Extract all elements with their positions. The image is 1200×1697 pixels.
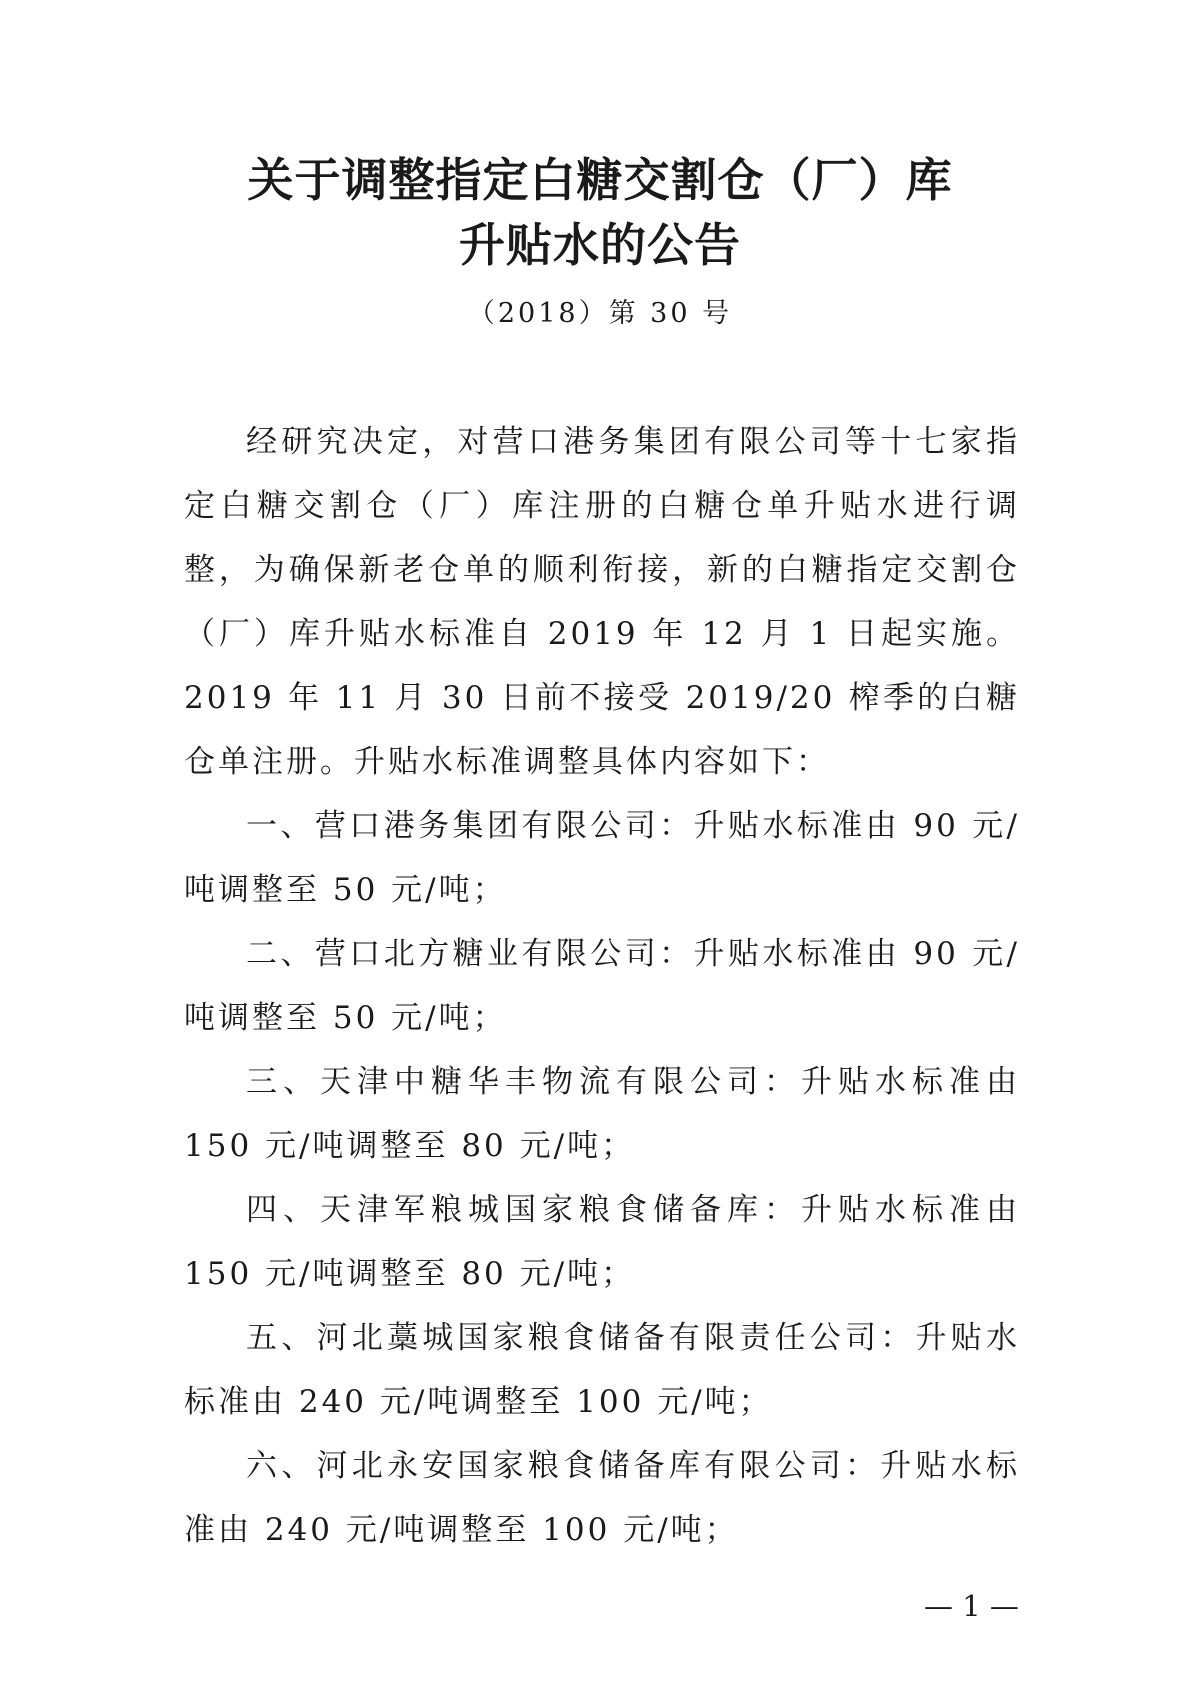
document-title-line-2: 升贴水的公告 (459, 218, 741, 272)
paragraph-item-1: 一、营口港务集团有限公司：升贴水标准由 90 元/吨调整至 50 元/吨； (184, 808, 1020, 908)
paragraph-item-4: 四、天津军粮城国家粮食储备库：升贴水标准由 150 元/吨调整至 80 元/吨； (184, 1192, 1020, 1292)
paragraph-item-5: 五、河北藁城国家粮食储备有限责任公司：升贴水标准由 240 元/吨调整至 100 元/吨； (184, 1320, 1020, 1420)
document-body (184, 410, 1020, 1562)
page-number: — 1 — (924, 1589, 1019, 1623)
paragraph-item-6: 六、河北永安国家粮食储备库有限公司：升贴水标准由 240 元/吨调整至 100 元/吨； (184, 1448, 1020, 1548)
document-title-line-1: 关于调整指定白糖交割仓（厂）库 (247, 153, 953, 207)
paragraph-item-2: 二、营口北方糖业有限公司：升贴水标准由 90 元/吨调整至 50 元/吨； (184, 936, 1020, 1036)
paragraph-intro: 经研究决定，对营口港务集团有限公司等十七家指定白糖交割仓（厂）库注册的白糖仓单升贴水进行调整，为确保新老仓单的顺利衔接，新的白糖指定交割仓（厂）库升贴水标准自 2019 年 12 月 1 日起实施。2019 年 11 月 30 日前不接受 2019/20 榨季的白糖仓单注册。升贴水标准调整具体内容如下： (184, 424, 1020, 780)
paragraph-item-3: 三、天津中糖华丰物流有限公司：升贴水标准由 150 元/吨调整至 80 元/吨； (184, 1064, 1020, 1164)
document-number: （2018）第 30 号 (467, 298, 733, 329)
